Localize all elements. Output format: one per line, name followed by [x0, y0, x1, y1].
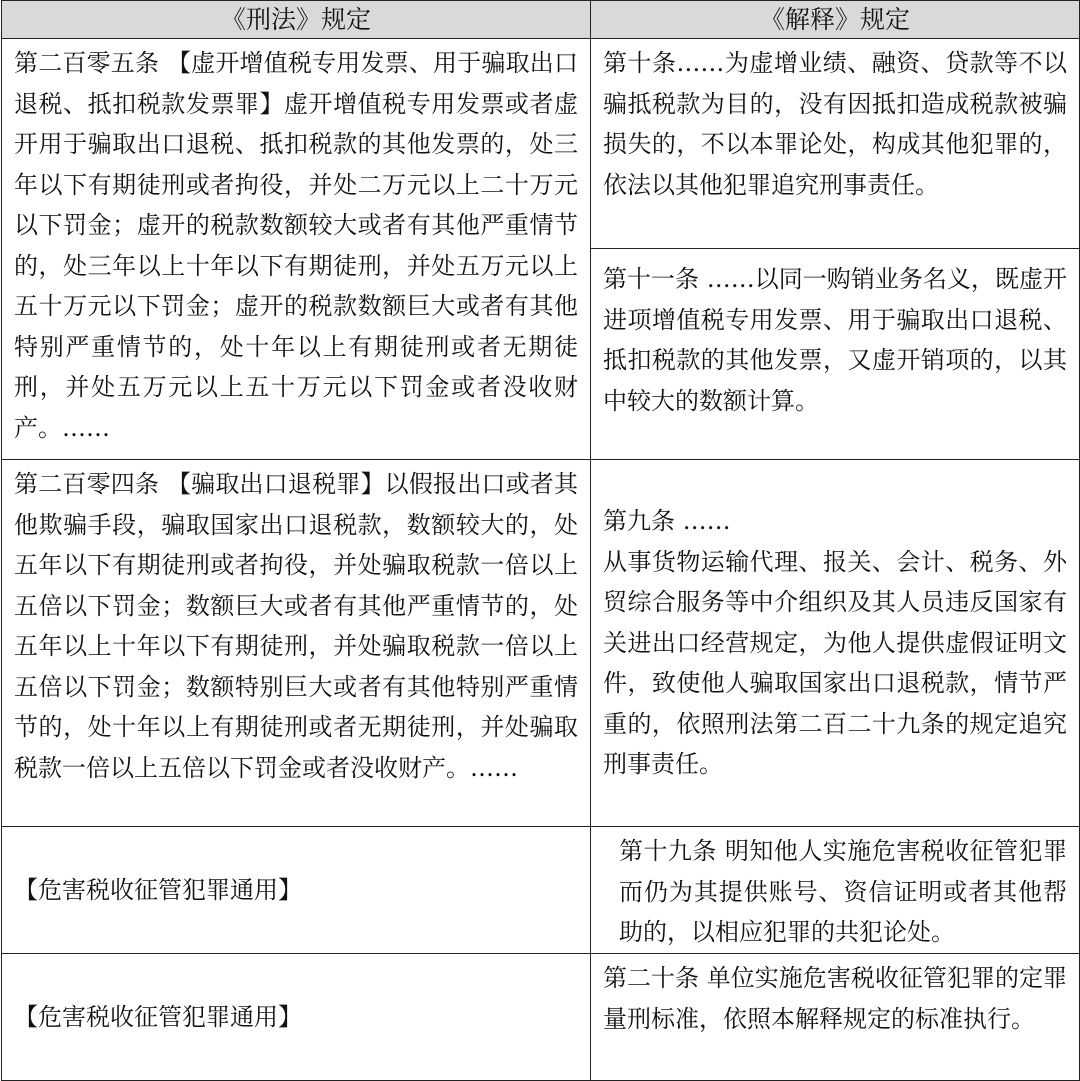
table-row [2, 460, 1080, 827]
article-11-cell: 第十一条 ……以同一购销业务名义，既虚开进项增值税专用发票、用于骗取出口退税、抵扣税款的其他发票，又虚开销项的，以其中较大的数额计算。 [591, 249, 1080, 460]
table-row [2, 39, 1080, 249]
general-crime-cell: 【危害税收征管犯罪通用】 [2, 954, 591, 1081]
article-205-cell: 第二百零五条 【虚开增值税专用发票、用于骗取出口退税、抵扣税款发票罪】虚开增值税专用发票或者虚开用于骗取出口退税、抵扣税款的其他发票的，处三年以下有期徒刑或者拘役，并处二万元以上二十万元以下罚金；虚开的税款数额较大或者有其他严重情节的，处三年以上十年以下有期徒刑，并处五万元以上五十万元以下罚金；虚开的税款数额巨大或者有其他特别严重情节的，处十年以上有期徒刑或者无期徒刑，并处五万元以上五十万元以下罚金或者没收财产。…… [2, 39, 591, 460]
header-criminal-law: 《刑法》规定 [2, 1, 591, 39]
article-204-cell: 第二百零四条 【骗取出口退税罪】以假报出口或者其他欺骗手段，骗取国家出口退税款，数额较大的，处五年以下有期徒刑或者拘役，并处骗取税款一倍以上五倍以下罚金；数额巨大或者有其他严重情节的，处五年以上十年以下有期徒刑，并处骗取税款一倍以上五倍以下罚金；数额特别巨大或者有其他特别严重情节的，处十年以上有期徒刑或者无期徒刑，并处骗取税款一倍以上五倍以下罚金或者没收财产。…… [2, 460, 591, 827]
article-9-title: 第九条 …… [603, 507, 731, 536]
header-row [2, 1, 1080, 39]
article-20-cell: 第二十条 单位实施危害税收征管犯罪的定罪量刑标准，依照本解释规定的标准执行。 [591, 954, 1080, 1081]
general-crime-cell: 【危害税收征管犯罪通用】 [2, 827, 591, 954]
article-9-body: 从事货物运输代理、报关、会计、税务、外贸综合服务等中介组织及其人员违反国家有关进出口经营规定，为他人提供虚假证明文件，致使他人骗取国家出口退税款，情节严重的，依照刑法第二百二十九条的规定追究刑事责任。 [603, 547, 1067, 779]
article-9-cell [591, 460, 1080, 827]
table-row [2, 827, 1080, 954]
article-19-cell: 第十九条 明知他人实施危害税收征管犯罪而仍为其提供账号、资信证明或者其他帮助的，以相应犯罪的共犯论处。 [591, 827, 1080, 954]
header-interpretation: 《解释》规定 [591, 1, 1080, 39]
table-row [2, 954, 1080, 1081]
article-10-cell: 第十条……为虚增业绩、融资、贷款等不以骗抵税款为目的，没有因抵扣造成税款被骗损失的，不以本罪论处，构成其他犯罪的，依法以其他犯罪追究刑事责任。 [591, 39, 1080, 249]
law-comparison-table [1, 0, 1080, 1081]
